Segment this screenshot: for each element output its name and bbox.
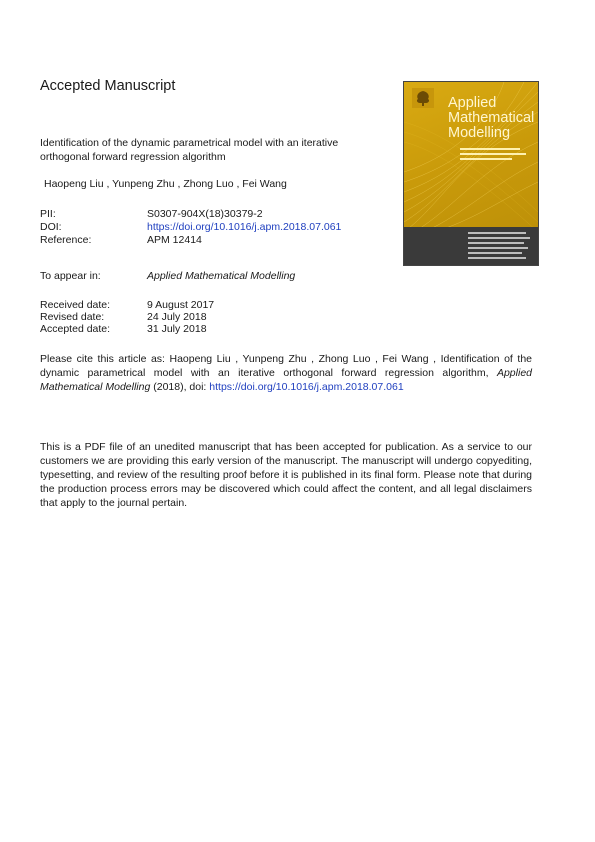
citation-prefix: Please cite this article as: Haopeng Liu , Yunpeng Zhu , Zhong Luo , Fei Wang , Identification of the dynamic parametrical model with an iterative orthogonal forward regression algorithm, — [40, 353, 532, 379]
doi-label: DOI: — [40, 221, 62, 233]
received-date: 9 August 2017 — [147, 299, 215, 311]
page-heading: Accepted Manuscript — [40, 78, 176, 94]
pii-value: S0307-904X(18)30379-2 — [147, 208, 263, 220]
cover-editorial-band — [404, 227, 538, 265]
received-label: Received date: — [40, 299, 111, 311]
journal-name: Applied Mathematical Modelling — [147, 270, 296, 282]
citation-paragraph — [40, 352, 532, 394]
journal-cover-image — [403, 81, 539, 266]
accepted-label: Accepted date: — [40, 323, 111, 335]
revised-label: Revised date: — [40, 311, 105, 323]
article-title: Identification of the dynamic parametrical model with an iterative orthogonal forward regression algorithm — [40, 137, 339, 163]
author-list: Haopeng Liu , Yunpeng Zhu , Zhong Luo , Fei Wang — [44, 178, 287, 190]
accepted-date: 31 July 2018 — [147, 323, 207, 335]
disclaimer-paragraph: This is a PDF file of an unedited manuscript that has been accepted for publication. As a service to our customers we are providing this early version of the manuscript. The manuscript will undergo copyediting, typesetting, and review of the resulting proof before it is published in its final form. Please note that during the production process errors may be discovered which could affect the content, and all legal disclaimers that apply to the journal pertain. — [40, 441, 532, 509]
cover-title-line1: Applied — [448, 95, 497, 111]
cover-journal-title — [448, 96, 534, 141]
appear-label: To appear in: — [40, 270, 101, 282]
cover-title-line3: Modelling — [448, 125, 511, 141]
citation-journal: Applied Mathematical Modelling — [40, 367, 532, 393]
cover-subtitle-lines — [460, 148, 534, 160]
citation-middle: (2018), doi: — [150, 381, 210, 393]
revised-date: 24 July 2018 — [147, 311, 207, 323]
doi-link[interactable]: https://doi.org/10.1016/j.apm.2018.07.061 — [147, 221, 342, 233]
elsevier-tree-icon — [412, 88, 434, 108]
pii-label: PII: — [40, 208, 56, 220]
reference-value: APM 12414 — [147, 234, 202, 246]
cover-title-line2: Mathematical — [448, 110, 535, 126]
citation-doi-link[interactable]: https://doi.org/10.1016/j.apm.2018.07.061 — [209, 381, 404, 393]
reference-label: Reference: — [40, 234, 92, 246]
